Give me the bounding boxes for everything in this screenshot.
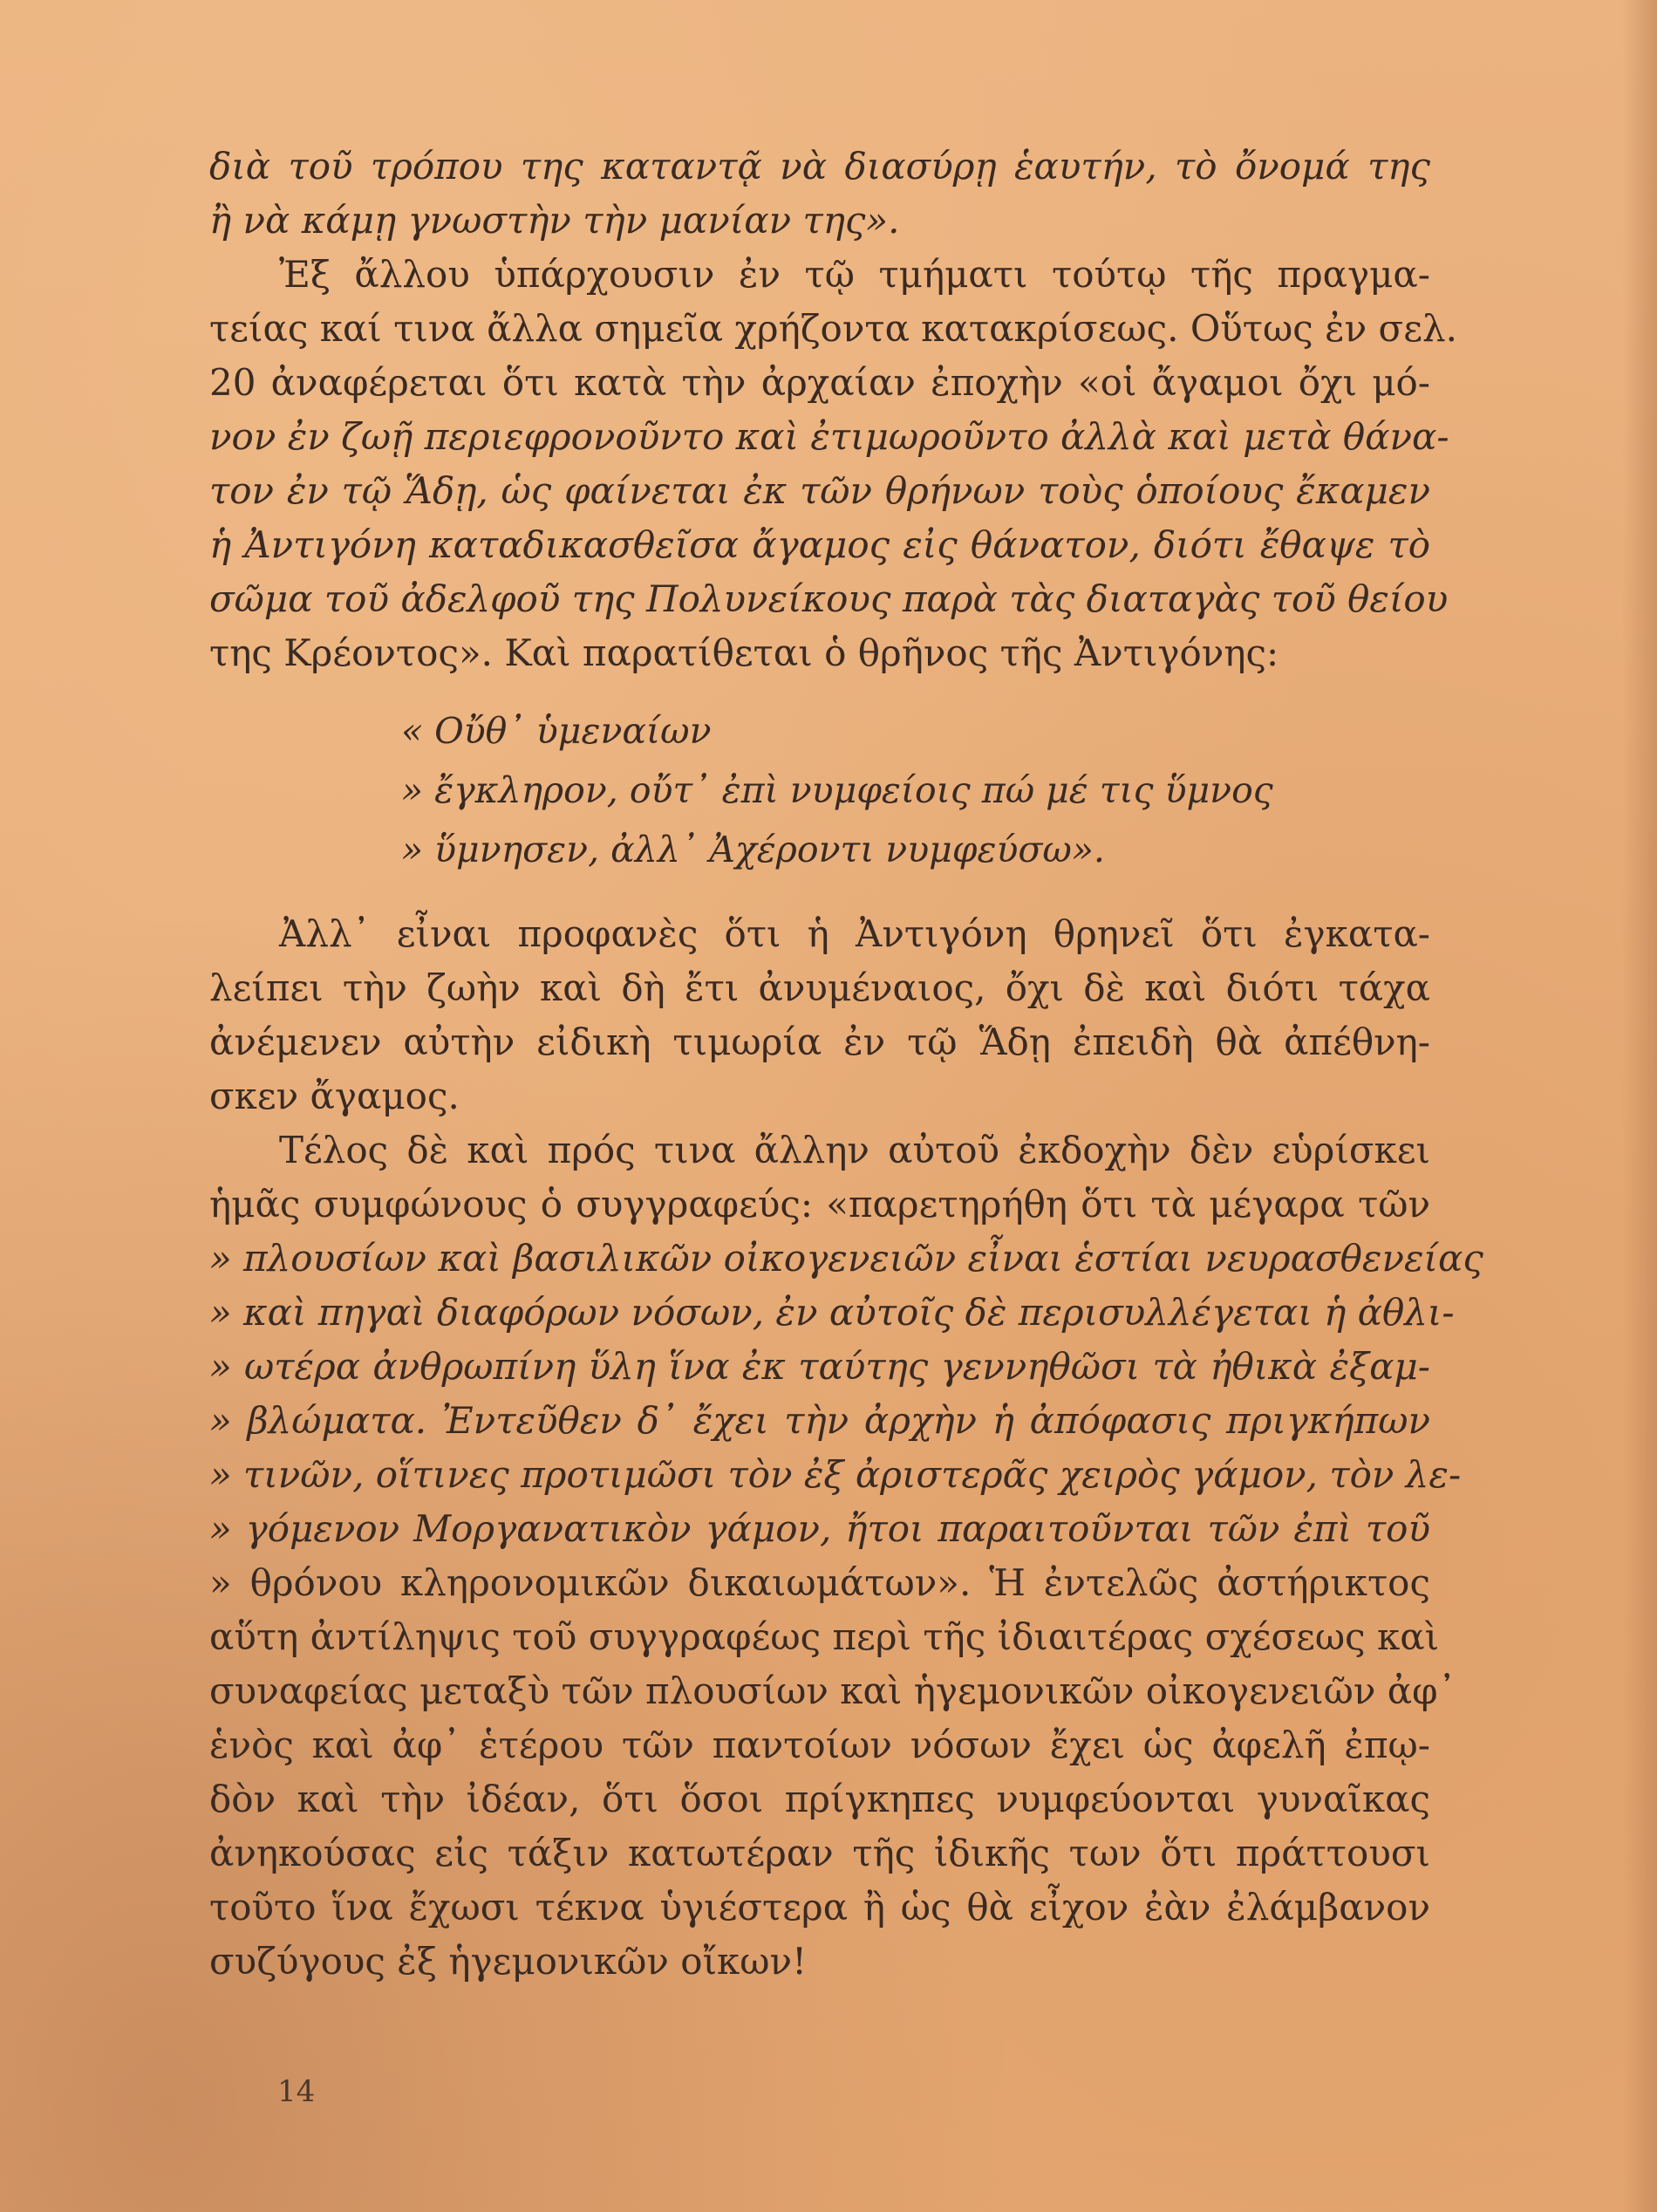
text-line: τοῦτο ἵνα ἔχωσι τέκνα ὑγιέστερα ἢ ὡς θὰ εἶχον ἐὰν ἐλάμβανον [209,1886,1430,1929]
text-line: ἡμᾶς συμφώνους ὁ συγγραφεύς: «παρετηρήθη ὅτι τὰ μέγαρα τῶν [209,1183,1430,1225]
text-line: τον ἐν τῷ Ἅδῃ, ὡς φαίνεται ἐκ τῶν θρήνων τοὺς ὁποίους ἔκαμεν [209,469,1430,512]
text-line: Τέλος δὲ καὶ πρός τινα ἄλλην αὐτοῦ ἐκδοχὴν δὲν εὑρίσκει [279,1129,1430,1171]
text-line: ἡ Ἀντιγόνη καταδικασθεῖσα ἄγαμος εἰς θάνατον, διότι ἔθαψε τὸ [209,523,1430,566]
text-line: » τινῶν, οἵτινες προτιμῶσι τὸν ἐξ ἀριστερᾶς χειρὸς γάμον, τὸν λε- [209,1453,1462,1496]
text-line: νον ἐν ζωῇ περιεφρονοῦντο καὶ ἐτιμωροῦντο ἀλλὰ καὶ μετὰ θάνα- [209,415,1449,458]
text-line: ἢ νὰ κάμῃ γνωστὴν τὴν μανίαν της». [209,199,900,242]
text-line: διὰ τοῦ τρόπου της καταντᾷ νὰ διασύρῃ ἑαυτήν, τὸ ὄνομά της [209,145,1430,188]
text-line: » πλουσίων καὶ βασιλικῶν οἰκογενειῶν εἶναι ἑστίαι νευρασθενείας [209,1237,1483,1280]
text-line: Ἐξ ἄλλου ὑπάρχουσιν ἐν τῷ τμήματι τούτῳ τῆς πραγμα- [279,253,1430,296]
text-line: λείπει τὴν ζωὴν καὶ δὴ ἔτι ἀνυμέναιος, ὄχι δὲ καὶ διότι τάχα [209,966,1430,1009]
page-body [209,140,1483,1989]
verse-line: » ὕμνησεν, ἀλλ᾽ Ἀχέροντι νυμφεύσω». [401,829,1105,870]
page-edge-shadow [1622,0,1657,2212]
text-line: 20 ἀναφέρεται ὅτι κατὰ τὴν ἀρχαίαν ἐποχὴν «οἱ ἄγαμοι ὄχι μό- [209,361,1430,404]
text-line: ἀνηκούσας εἰς τάξιν κατωτέραν τῆς ἰδικῆς των ὅτι πράττουσι [209,1832,1430,1874]
text-line: της Κρέοντος». Καὶ παρατίθεται ὁ θρῆνος τῆς Ἀντιγόνης: [209,632,1279,674]
verse-line: » ἔγκληρον, οὔτ᾽ ἐπὶ νυμφείοις πώ μέ τις ὕμνος [401,769,1273,811]
verse-line: « Οὔθ᾽ ὑμεναίων [401,710,712,752]
text-line: » θρόνου κληρονομικῶν δικαιωμάτων». Ἡ ἐντελῶς ἀστήρικτος [209,1561,1430,1604]
text-line: σκεν ἄγαμος. [209,1075,460,1117]
text-line: συναφείας μεταξὺ τῶν πλουσίων καὶ ἡγεμονικῶν οἰκογενειῶν ἀφ᾽ [209,1669,1456,1712]
text-line: σῶμα τοῦ ἀδελφοῦ της Πολυνείκους παρὰ τὰς διαταγὰς τοῦ θείου [209,577,1449,620]
text-line: » βλώματα. Ἐντεῦθεν δ᾽ ἔχει τὴν ἀρχὴν ἡ ἀπόφασις πριγκήπων [209,1399,1430,1442]
text-line: ἑνὸς καὶ ἀφ᾽ ἑτέρου τῶν παντοίων νόσων ἔχει ὡς ἀφελῆ ἐπῳ- [209,1724,1430,1766]
text-line: αὕτη ἀντίληψις τοῦ συγγραφέως περὶ τῆς ἰδιαιτέρας σχέσεως καὶ [209,1615,1440,1658]
text-line: ἀνέμενεν αὐτὴν εἰδικὴ τιμωρία ἐν τῷ Ἅδῃ ἐπειδὴ θὰ ἀπέθνη- [209,1021,1430,1063]
text-line: » ωτέρα ἀνθρωπίνη ὕλη ἵνα ἐκ ταύτης γεννηθῶσι τὰ ἠθικὰ ἐξαμ- [209,1345,1430,1388]
text-line: δὸν καὶ τὴν ἰδέαν, ὅτι ὅσοι πρίγκηπες νυμφεύονται γυναῖκας [209,1778,1430,1820]
text-line: τείας καί τινα ἄλλα σημεῖα χρήζοντα κατακρίσεως. Οὕτως ἐν σελ. [209,307,1457,350]
page-number: 14 [277,2074,316,2109]
text-line: » γόμενον Μοργανατικὸν γάμον, ἤτοι παραιτοῦνται τῶν ἐπὶ τοῦ [209,1507,1430,1550]
text-line: συζύγους ἐξ ἡγεμονικῶν οἴκων! [209,1940,807,1983]
verse-quotation [209,701,1430,879]
text-line: Ἀλλ᾽ εἶναι προφανὲς ὅτι ἡ Ἀντιγόνη θρηνεῖ ὅτι ἐγκατα- [279,912,1430,955]
text-line: » καὶ πηγαὶ διαφόρων νόσων, ἐν αὐτοῖς δὲ περισυλλέγεται ἡ ἀθλι- [209,1291,1455,1334]
